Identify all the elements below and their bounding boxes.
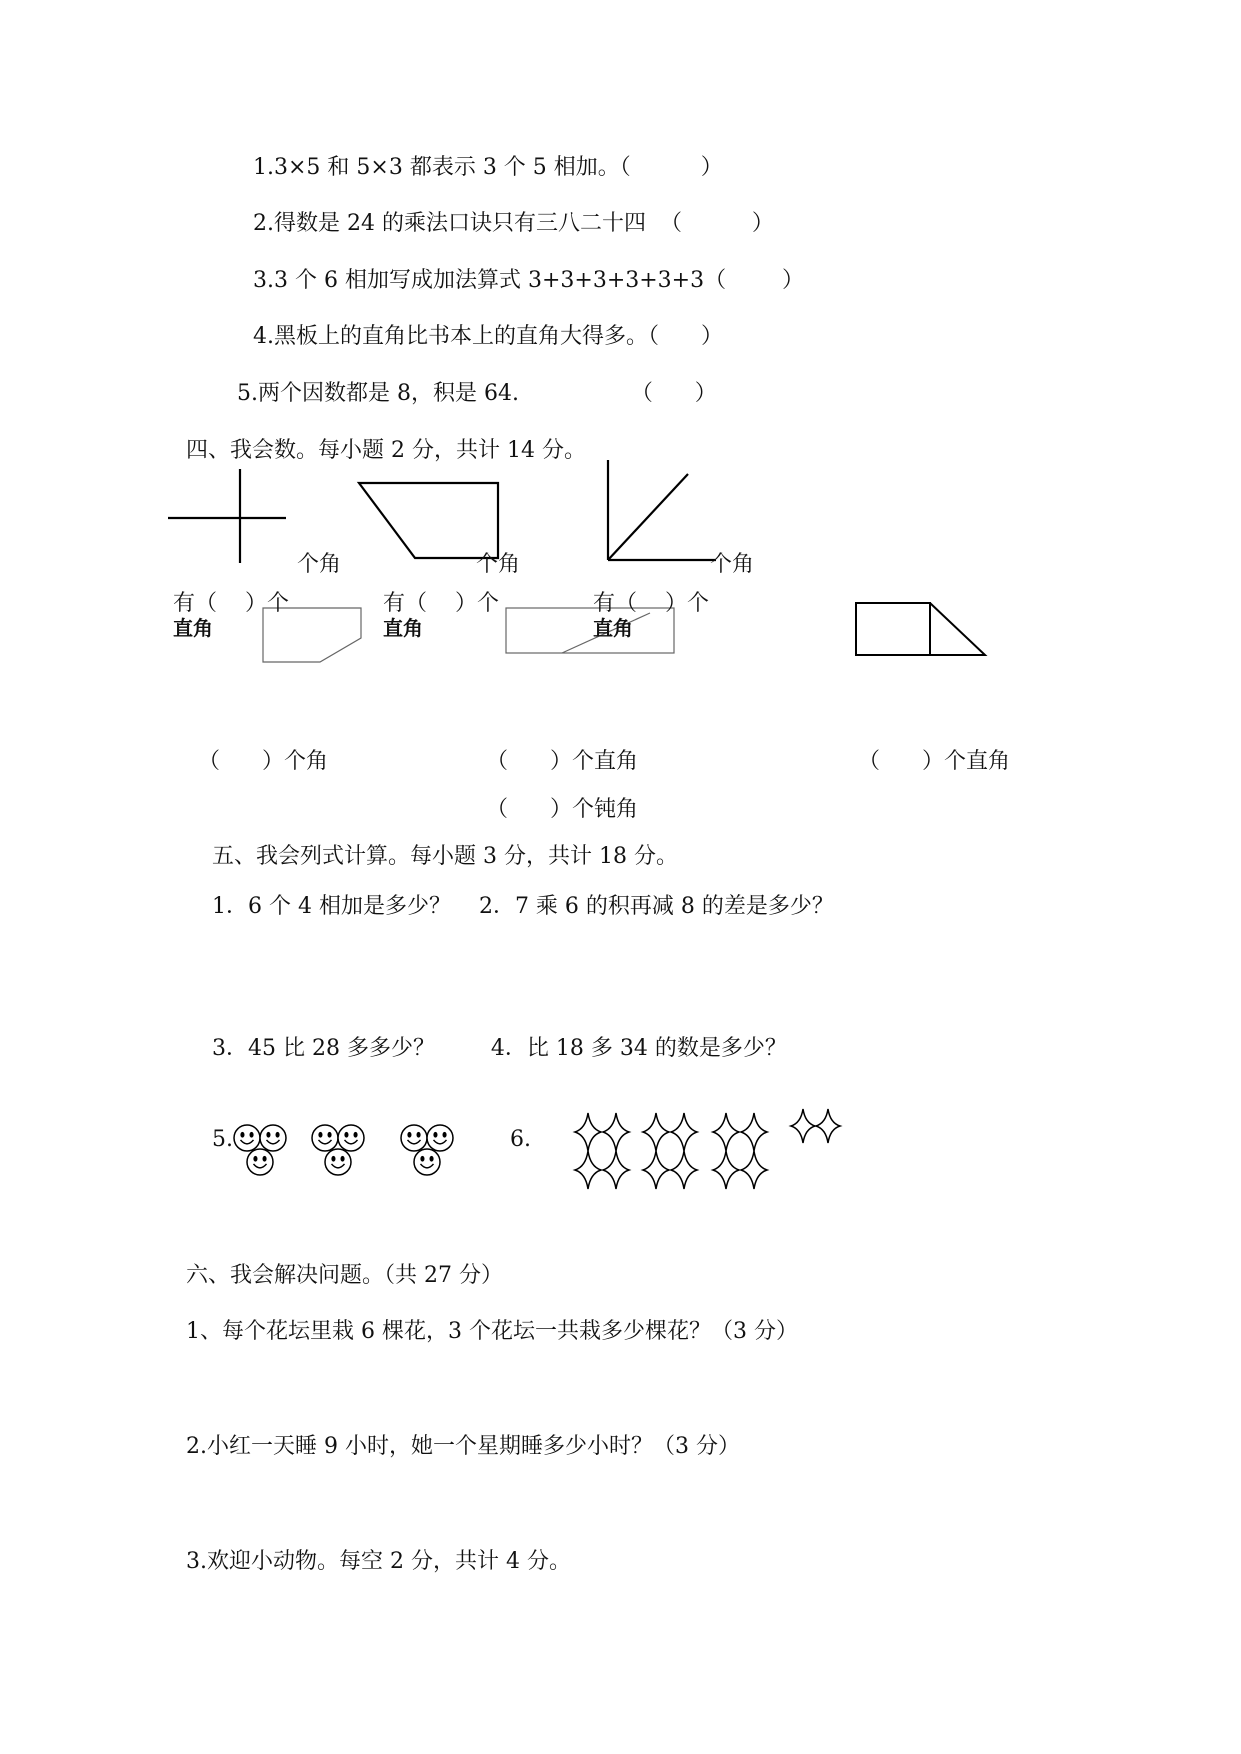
problem-3: 3.欢迎小动物。每空 2 分，共计 4 分。 xyxy=(186,1549,571,1574)
angle-figure xyxy=(608,460,716,560)
angle-count-label-3: 个角 xyxy=(710,552,755,577)
answer-right-angles-b: （ ）个直角 xyxy=(858,749,1010,774)
star-icon xyxy=(741,1113,767,1151)
judge-item-1: 1.3×5 和 5×3 都表示 3 个 5 相加。（ ） xyxy=(253,155,723,180)
answer-angles: （ ）个角 xyxy=(198,749,328,774)
section5-title: 五、我会列式计算。每小题 3 分，共计 18 分。 xyxy=(212,844,678,869)
calc-question-3-4: 3．45 比 28 多多少？ 4．比 18 多 34 的数是多少？ xyxy=(212,1036,787,1061)
right-angle-prompt-3: 有（ ）个 xyxy=(593,591,709,616)
star-groups xyxy=(575,1109,840,1189)
star-icon xyxy=(713,1151,739,1189)
section6-title: 六、我会解决问题。（共 27 分） xyxy=(186,1263,503,1288)
star-icon xyxy=(575,1113,601,1151)
angle-count-label-1: 个角 xyxy=(297,552,342,577)
star-icon xyxy=(791,1109,815,1143)
star-icon xyxy=(643,1151,669,1189)
right-angle-prompt-2: 有（ ）个 xyxy=(383,591,499,616)
problem-1: 1、每个花坛里栽 6 棵花，3 个花坛一共栽多少棵花？（3 分） xyxy=(186,1319,798,1344)
answer-right-angles-a: （ ）个直角 xyxy=(486,749,638,774)
star-icon xyxy=(816,1109,840,1143)
calc-question-6: 6. xyxy=(510,1127,531,1152)
judge-item-3: 3.3 个 6 相加写成加法算式 3+3+3+3+3+3（ ） xyxy=(253,268,805,293)
trapezoid-figure xyxy=(359,483,498,558)
star-icon xyxy=(671,1151,697,1189)
smiley-icon xyxy=(338,1125,364,1151)
problem-2: 2.小红一天睡 9 小时，她一个星期睡多少小时？（3 分） xyxy=(186,1434,740,1459)
smiley-icon xyxy=(234,1125,260,1151)
smiley-icon xyxy=(401,1125,427,1151)
star-icon xyxy=(603,1113,629,1151)
star-icon xyxy=(671,1113,697,1151)
square-triangle-figure xyxy=(856,603,985,655)
cross-figure xyxy=(168,469,286,563)
angle-count-label-2: 个角 xyxy=(476,552,521,577)
smiley-icon xyxy=(325,1149,351,1175)
star-icon xyxy=(643,1113,669,1151)
answer-obtuse-angles: （ ）个钝角 xyxy=(486,797,638,822)
calc-question-5: 5. xyxy=(212,1127,233,1152)
judge-item-4: 4.黑板上的直角比书本上的直角大得多。（ ） xyxy=(253,324,723,349)
right-angle-word-1: 直角 xyxy=(173,616,213,640)
judge-item-5: 5.两个因数都是 8，积是 64. （ ） xyxy=(237,381,717,406)
smiley-icon xyxy=(260,1125,286,1151)
right-angle-prompt-1: 有（ ）个 xyxy=(173,591,289,616)
judge-item-2: 2.得数是 24 的乘法口诀只有三八二十四 （ ） xyxy=(253,211,774,236)
calc-question-1-2: 1．6 个 4 相加是多少？ 2．7 乘 6 的积再减 8 的差是多少？ xyxy=(212,894,834,919)
star-icon xyxy=(575,1151,601,1189)
right-angle-word-3: 直角 xyxy=(593,616,633,640)
smiley-groups xyxy=(234,1125,453,1175)
smiley-icon xyxy=(312,1125,338,1151)
star-icon xyxy=(603,1151,629,1189)
star-icon xyxy=(713,1113,739,1151)
right-angle-word-2: 直角 xyxy=(383,616,423,640)
smiley-icon xyxy=(414,1149,440,1175)
smiley-icon xyxy=(247,1149,273,1175)
smiley-icon xyxy=(427,1125,453,1151)
section4-title: 四、我会数。每小题 2 分，共计 14 分。 xyxy=(186,438,586,463)
star-icon xyxy=(741,1151,767,1189)
